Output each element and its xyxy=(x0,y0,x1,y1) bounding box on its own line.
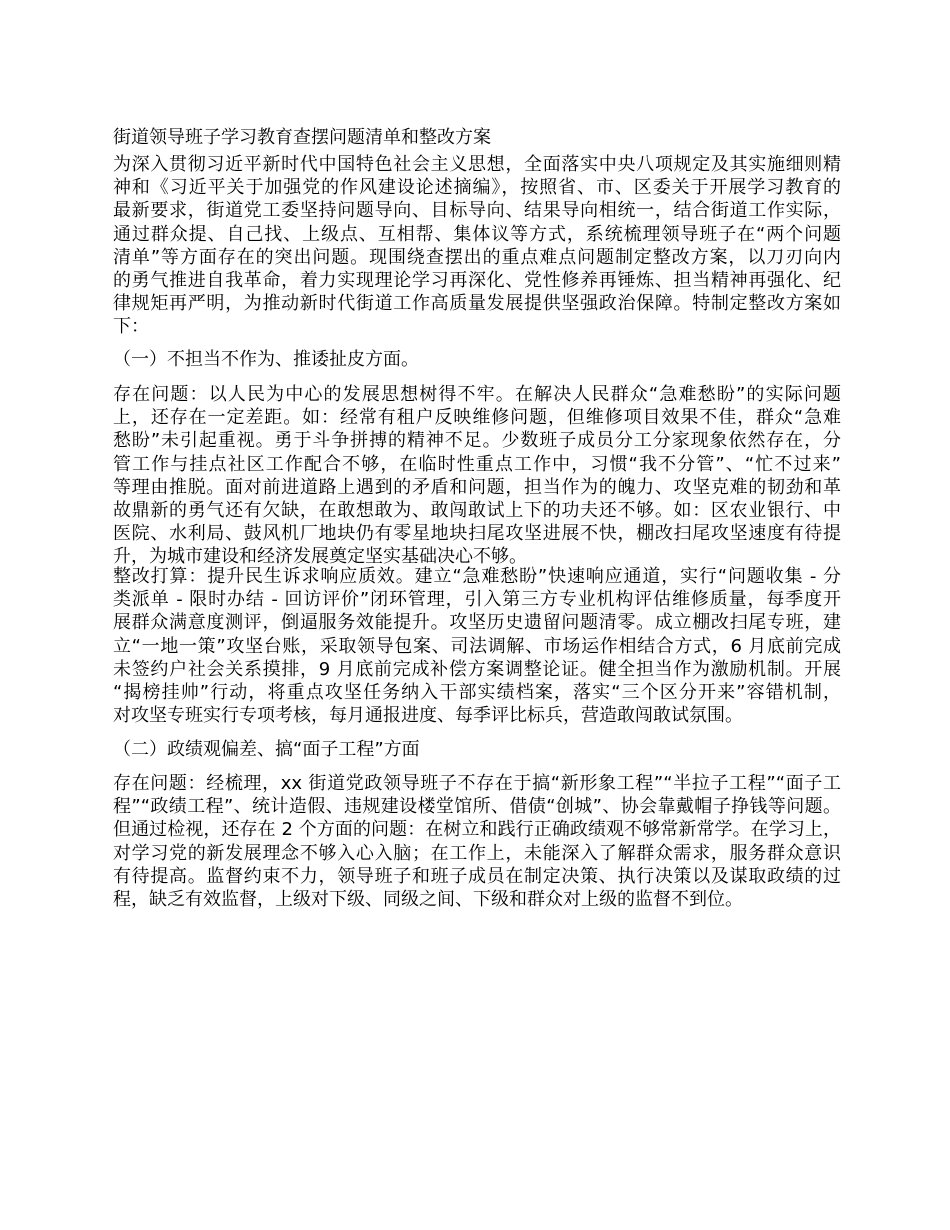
text-line: 升，为城市建设和经济发展奠定坚实基础决心不够。 xyxy=(113,546,527,568)
text-line: 对学习党的新发展理念不够入心入脑；在工作上，未能深入了解群众需求，服务群众意识 xyxy=(113,842,841,864)
text-line: 下： xyxy=(113,316,149,338)
intro-paragraph xyxy=(113,153,841,339)
text-line: 上，还存在一定差距。如：经常有租户反映维修问题，但维修项目效果不佳，群众“急难 xyxy=(113,407,841,429)
text-line: 通过群众提、自己找、上级点、互相帮、集体议等方式，系统梳理领导班子在“两个问题 xyxy=(113,223,841,245)
text-line: 存在问题：以人民为中心的发展思想树得不牢。在解决人民群众“急难愁盼”的实际问题 xyxy=(113,384,841,405)
text-line: 等理由推脱。面对前进道路上遇到的矛盾和问题，担当作为的魄力、攻坚克难的韧劲和革 xyxy=(113,476,841,498)
text-line: 程”“政绩工程”、统计造假、违规建设楼堂馆所、借债“创城”、协会靠戴帽子挣钱等问题。 xyxy=(113,796,841,818)
section1-heading: （一）不担当不作为、推诿扯皮方面。 xyxy=(113,349,419,370)
text-line: 神和《习近平关于加强党的作风建设论述摘编》，按照省、市、区委关于开展学习教育的 xyxy=(113,177,841,199)
text-line: 最新要求，街道党工委坚持问题导向、目标导向、结果导向相统一，结合街道工作实际， xyxy=(113,200,841,222)
text-line: 清单”等方面存在的突出问题。现围绕查摆出的重点难点问题制定整改方案，以刀刃向内 xyxy=(113,246,841,268)
text-line: 但通过检视，还存在 2 个方面的问题：在树立和践行正确政绩观不够常新常学。在学习上， xyxy=(113,819,841,841)
text-line: 展群众满意度测评，倒逼服务效能提升。攻坚历史遗留问题清零。成立棚改扫尾专班，建 xyxy=(113,612,841,634)
text-line: 立“一地一策”攻坚台账，采取领导包案、司法调解、市场运作相结合方式，6 月底前完成 xyxy=(113,635,841,657)
text-line: 医院、水利局、鼓风机厂地块仍有零星地块扫尾攻坚进展不快，棚改扫尾攻坚速度有待提 xyxy=(113,523,841,545)
document-title: 街道领导班子学习教育查摆问题清单和整改方案 xyxy=(113,127,491,148)
text-line: 对攻坚专班实行专项考核，每月通报进度、每季评比标兵，营造敢闯敢试氛围。 xyxy=(113,705,743,727)
section2-heading: （二）政绩观偏差、搞“面子工程”方面 xyxy=(113,739,420,760)
text-line: “揭榜挂帅”行动，将重点攻坚任务纳入干部实绩档案，落实“三个区分开来”容错机制， xyxy=(113,681,841,703)
text-line: 故鼎新的勇气还有欠缺，在敢想敢为、敢闯敢试上下的功夫还不够。如：区农业银行、中 xyxy=(113,499,841,521)
text-line: 程，缺乏有效监督，上级对下级、同级之间、下级和群众对上级的监督不到位。 xyxy=(113,888,743,910)
section1-plan-paragraph xyxy=(113,565,841,727)
text-line: 管工作与挂点社区工作配合不够，在临时性重点工作中，习惯“我不分管”、“忙不过来” xyxy=(113,453,841,475)
section1-problems-paragraph xyxy=(113,383,841,569)
text-line: 存在问题：经梳理，xx 街道党政领导班子不存在于搞“新形象工程”“半拉子工程”“面子工 xyxy=(113,773,841,794)
text-line: 类派单 - 限时办结 - 回访评价”闭环管理，引入第三方专业机构评估维修质量，每季度开 xyxy=(113,589,841,611)
text-line: 为深入贯彻习近平新时代中国特色社会主义思想，全面落实中央八项规定及其实施细则精 xyxy=(113,154,841,175)
text-line: 律规矩再严明，为推动新时代街道工作高质量发展提供坚强政治保障。特制定整改方案如 xyxy=(113,293,841,315)
section2-problems-paragraph xyxy=(113,772,841,911)
text-line: 的勇气推进自我革命，着力实现理论学习再深化、党性修养再锤炼、担当精神再强化、纪 xyxy=(113,269,841,291)
text-line: 整改打算：提升民生诉求响应质效。建立“急难愁盼”快速响应通道，实行“问题收集 - 分 xyxy=(113,566,841,587)
text-line: 有待提高。监督约束不力，领导班子和班子成员在制定决策、执行决策以及谋取政绩的过 xyxy=(113,865,841,887)
text-line: 愁盼”未引起重视。勇于斗争拼搏的精神不足。少数班子成员分工分家现象依然存在，分 xyxy=(113,430,841,452)
text-line: 未签约户社会关系摸排，9 月底前完成补偿方案调整论证。健全担当作为激励机制。开展 xyxy=(113,658,841,680)
